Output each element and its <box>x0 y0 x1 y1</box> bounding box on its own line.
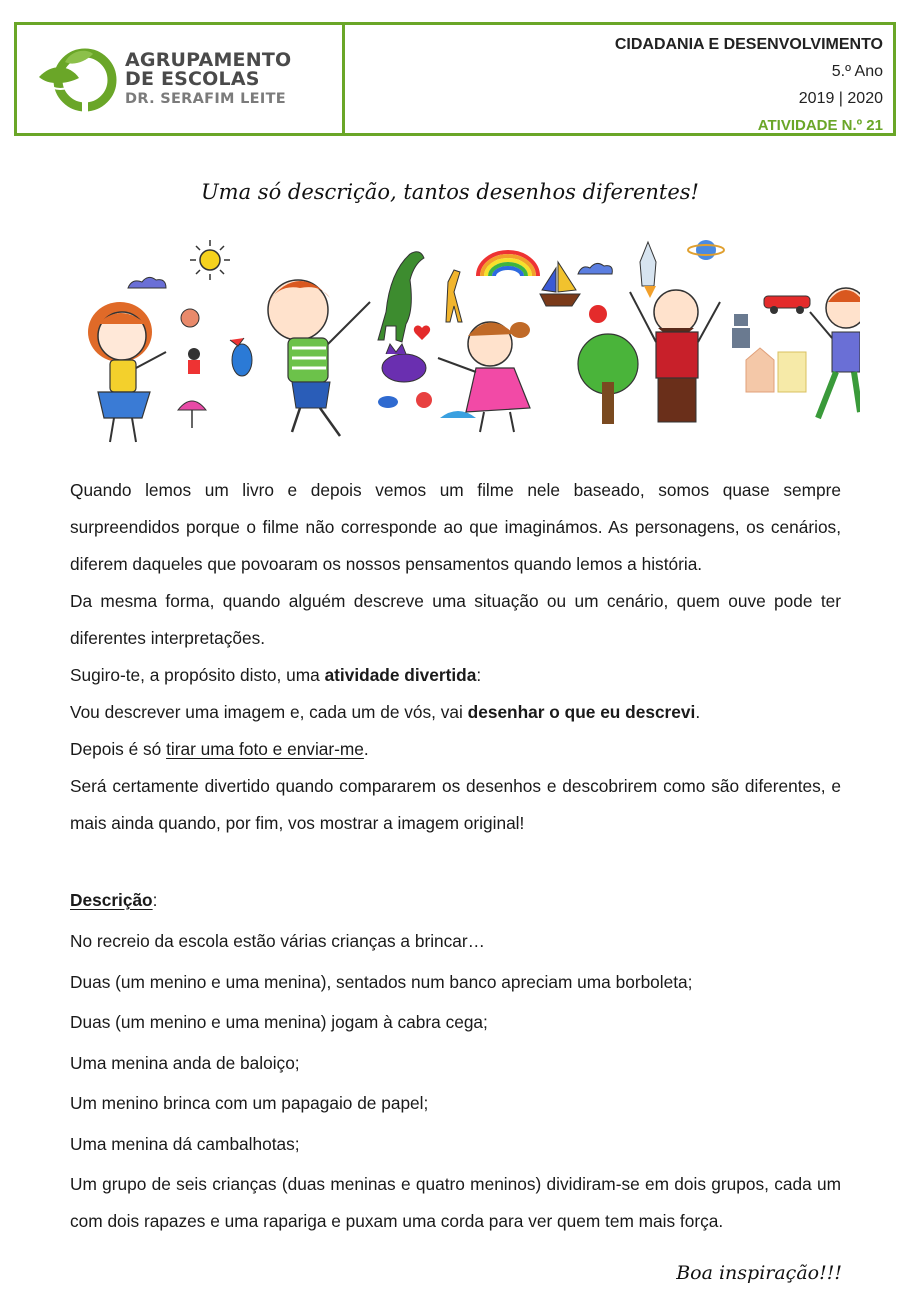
robot-icon <box>732 314 750 348</box>
cloud-icon <box>578 263 612 274</box>
cat-icon <box>382 344 426 382</box>
sailboat-icon <box>540 262 580 306</box>
car-icon <box>764 296 810 314</box>
page-title: Uma só descrição, tantos desenhos diferentes! <box>200 180 699 204</box>
intro-paragraph-3: Sugiro-te, a propósito disto, uma atividade divertida: <box>70 665 482 685</box>
intro-paragraph-4: Vou descrever uma imagem e, cada um de vós, vai desenhar o que eu descrevi. <box>70 702 701 722</box>
building-icon <box>778 352 806 392</box>
sun-icon <box>190 240 230 280</box>
list-item: Uma menina anda de baloiço; <box>70 1052 300 1073</box>
school-logo <box>17 25 345 133</box>
doll-icon <box>188 348 200 374</box>
intro-paragraph-2: Da mesma forma, quando alguém descreve uma situação ou um cenário, quem ouve pode ter diferentes interpretações. <box>70 591 841 648</box>
document-body <box>70 472 841 1240</box>
signoff-text: Boa inspiração!!! <box>676 1262 842 1284</box>
logo-line-2: DE ESCOLAS <box>125 68 260 91</box>
leaf-logo-icon <box>35 44 117 114</box>
rocket-icon <box>640 242 656 286</box>
rainbow-icon <box>478 252 538 276</box>
list-item: Um grupo de seis crianças (duas meninas e quatro meninos) dividiram-se em dois grupos, cada um com dois rapazes e uma rapariga e puxam uma corda para ver quem tem mais força. <box>70 1174 841 1231</box>
girl-figure-icon <box>88 302 166 442</box>
school-year-label: 2019 | 2020 <box>798 90 883 107</box>
subject-label: CIDADANIA E DESENVOLVIMENTO <box>614 36 883 53</box>
intro-paragraph-6: Será certamente divertido quando compararem os desenhos e descobrirem como são diferentes, e mais ainda quando, por fim, vos mostrar a imagem original! <box>70 776 841 833</box>
logo-line-3: DR. SERAFIM LEITE <box>125 91 286 108</box>
cloud-icon <box>128 277 166 288</box>
list-item: Um menino brinca com um papagaio de papel; <box>70 1093 429 1113</box>
header-info <box>345 25 893 133</box>
boy-figure-icon <box>268 280 370 436</box>
bird-icon <box>230 338 252 376</box>
child-figure-icon <box>810 288 860 418</box>
flower-icon <box>416 392 432 408</box>
underlined-instruction: tirar uma foto e enviar-me <box>166 739 364 759</box>
intro-paragraph-1: Quando lemos um livro e depois vemos um filme nele baseado, somos quase sempre surpreendidos porque o filme não corresponde ao que imaginámos. As personagens, os cenários, diferem daqueles que povoaram os nossos pensamentos quando lemos a história. <box>70 480 841 574</box>
list-item: Duas (um menino e uma menina), sentados num banco apreciam uma borboleta; <box>70 971 693 992</box>
giraffe-icon <box>446 270 462 322</box>
grade-label: 5.º Ano <box>831 63 883 80</box>
list-item: No recreio da escola estão várias crianças a brincar… <box>70 931 485 951</box>
umbrella-icon <box>178 401 206 428</box>
emphasis-text: atividade divertida <box>324 665 477 685</box>
document-header <box>14 22 896 136</box>
tree-icon <box>578 334 638 424</box>
children-drawing-illustration <box>70 232 860 450</box>
man-figure-icon <box>630 290 720 422</box>
intro-paragraph-5: Depois é só tirar uma foto e enviar-me. <box>70 739 369 759</box>
activity-number: ATIVIDADE N.º 21 <box>757 117 883 134</box>
fish-icon <box>378 396 398 408</box>
description-heading: Descrição: <box>70 890 158 910</box>
apple-icon <box>589 305 607 323</box>
teddy-bear-icon <box>181 309 199 327</box>
house-icon <box>746 348 774 392</box>
logo-line-1: AGRUPAMENTO <box>125 49 292 72</box>
emphasis-text: desenhar o que eu descrevi <box>467 702 696 722</box>
list-item: Duas (um menino e uma menina) jogam à cabra cega; <box>70 1012 488 1032</box>
description-list <box>70 921 841 1240</box>
planet-icon <box>688 240 724 260</box>
list-item: Uma menina dá cambalhotas; <box>70 1133 300 1154</box>
heart-icon <box>414 326 430 340</box>
